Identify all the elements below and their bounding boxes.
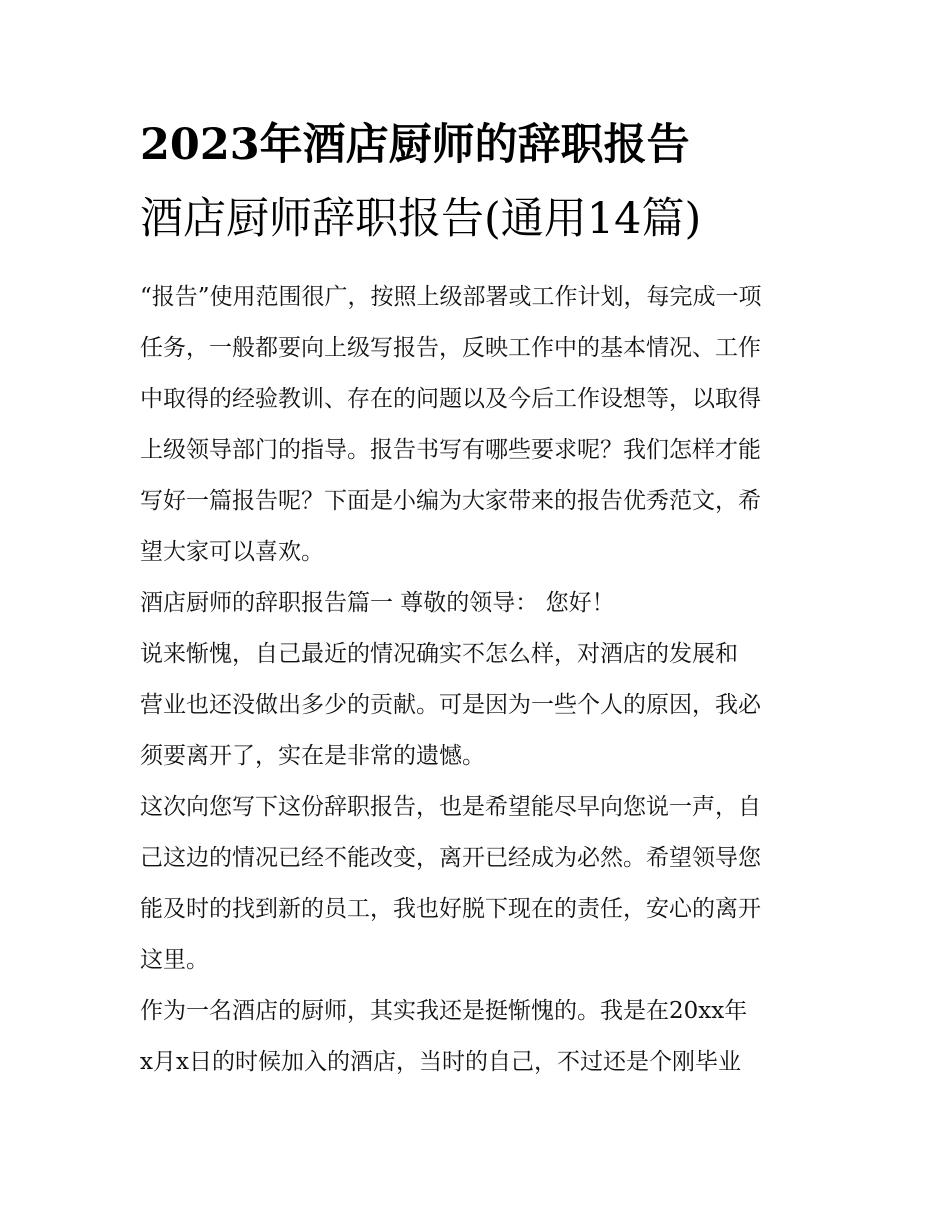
- text-line: 中取得的经验教训、存在的问题以及今后工作设想等，以取得: [140, 386, 761, 412]
- paragraph-apology: [140, 629, 820, 782]
- text-line: 营业也还没做出多少的贡献。可是因为一些个人的原因，我必: [140, 692, 761, 718]
- text-line: “报告”使用范围很广，按照上级部署或工作计划，每完成一项: [140, 284, 762, 310]
- text-line: 能及时的找到新的员工，我也好脱下现在的责任，安心的离开: [140, 896, 761, 922]
- paragraph-request: [140, 782, 820, 986]
- text-line: 这次向您写下这份辞职报告，也是希望能尽早向您说一声，自: [140, 794, 761, 820]
- text-line: 说来惭愧，自己最近的情况确实不怎么样，对酒店的发展和: [140, 641, 738, 667]
- document-title: 2023年酒店厨师的辞职报告: [140, 120, 690, 170]
- text-line: 酒店厨师的辞职报告篇一 尊敬的领导： 您好！: [140, 590, 615, 616]
- text-line: 须要离开了，实在是非常的遗憾。: [140, 743, 485, 769]
- document-subtitle: 酒店厨师辞职报告(通用14篇): [140, 194, 702, 244]
- text-line: 望大家可以喜欢。: [140, 539, 324, 565]
- document-body: [140, 272, 820, 1088]
- paragraph-intro: [140, 272, 820, 578]
- text-line: 己这边的情况已经不能改变，离开已经成为必然。希望领导您: [140, 845, 761, 871]
- paragraph-background: [140, 986, 820, 1088]
- text-line: x月x日的时候加入的酒店，当时的自己，不过还是个刚毕业: [140, 1049, 741, 1075]
- text-line: 作为一名酒店的厨师，其实我还是挺惭愧的。我是在20xx年: [140, 998, 748, 1024]
- text-line: 上级领导部门的指导。报告书写有哪些要求呢？我们怎样才能: [140, 437, 761, 463]
- text-line: 任务，一般都要向上级写报告，反映工作中的基本情况、工作: [140, 335, 761, 361]
- text-line: 这里。: [140, 947, 209, 973]
- paragraph-greeting: [140, 578, 820, 629]
- text-line: 写好一篇报告呢？下面是小编为大家带来的报告优秀范文，希: [140, 488, 761, 514]
- document-content: [140, 118, 820, 1088]
